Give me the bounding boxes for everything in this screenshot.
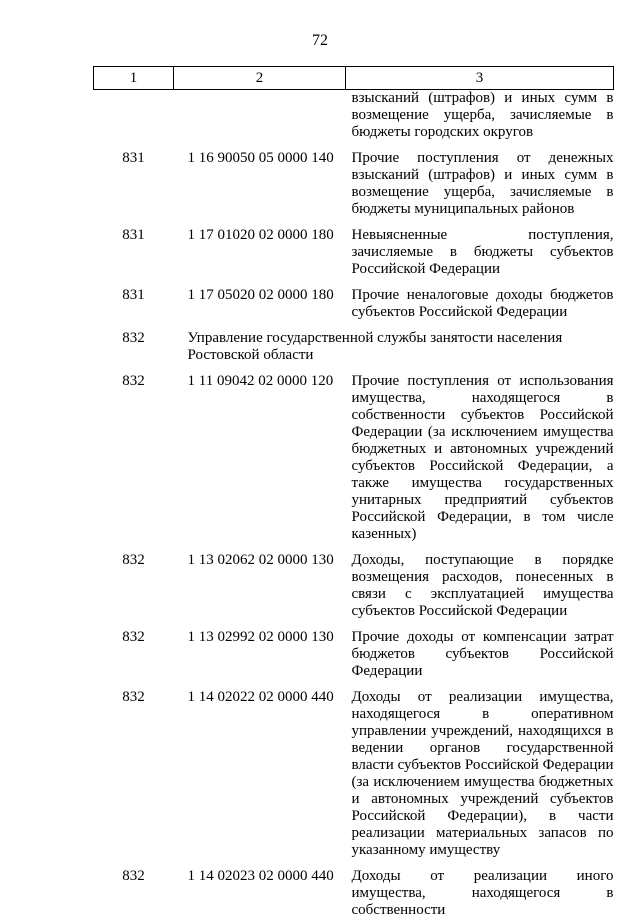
table-row	[94, 321, 614, 364]
table-row-continuation	[94, 90, 614, 142]
row-description: Прочие поступления от использования имущества, находящегося в собственности субъектов Российской Федерации (за исключением имущества бюджетных и автономных учреждений субъектов Российской Федерации, а также имущества государственных унитарных предприятий субъектов Российской Федерации, в том числе казенных)	[346, 364, 614, 543]
table-row	[94, 141, 614, 218]
header-col-3: 3	[346, 67, 614, 90]
row-admin-code: 832	[94, 321, 174, 364]
row-admin-code: 831	[94, 141, 174, 218]
row-description: взысканий (штрафов) и иных сумм в возмещение ущерба, зачисляемые в бюджеты городских округов	[346, 90, 614, 142]
row-kbk-code: 1 17 01020 02 0000 180	[174, 218, 346, 278]
row-kbk-code: 1 14 02022 02 0000 440	[174, 680, 346, 859]
table-body	[94, 90, 614, 919]
row-kbk-code: 1 11 09042 02 0000 120	[174, 364, 346, 543]
row-description: Прочие поступления от денежных взысканий (штрафов) и иных сумм в возмещение ущерба, зачисляемые в бюджеты муниципальных районов	[346, 141, 614, 218]
table-row	[94, 859, 614, 919]
row-admin-code: 831	[94, 278, 174, 321]
row-department-name: Управление государственной службы занятости населения Ростовской области	[174, 321, 614, 364]
row-admin-code: 832	[94, 680, 174, 859]
row-admin-code: 832	[94, 543, 174, 620]
table-row	[94, 543, 614, 620]
row-kbk-code: 1 16 90050 05 0000 140	[174, 141, 346, 218]
row-description: Доходы от реализации имущества, находящегося в оперативном управлении учреждений, находящихся в ведении органов государственной власти субъектов Российской Федерации (за исключением имущества бюджетных и автономных учреждений субъектов Российской Федерации), в части реализации материальных запасов по указанному имуществу	[346, 680, 614, 859]
row-description: Невыясненные поступления, зачисляемые в бюджеты субъектов Российской Федерации	[346, 218, 614, 278]
row-description: Доходы от реализации иного имущества, находящегося в собственности	[346, 859, 614, 919]
row-kbk-code: 1 17 05020 02 0000 180	[174, 278, 346, 321]
row-admin-code: 832	[94, 364, 174, 543]
table-row	[94, 218, 614, 278]
table-row	[94, 620, 614, 680]
table-header	[94, 67, 614, 90]
row-description: Прочие неналоговые доходы бюджетов субъектов Российской Федерации	[346, 278, 614, 321]
row-kbk-code: 1 14 02023 02 0000 440	[174, 859, 346, 919]
page-number: 72	[0, 32, 640, 50]
table-row	[94, 680, 614, 859]
revenue-table	[93, 66, 614, 919]
row-admin-code: 831	[94, 218, 174, 278]
header-col-1: 1	[94, 67, 174, 90]
table-row	[94, 278, 614, 321]
row-description: Прочие доходы от компенсации затрат бюджетов субъектов Российской Федерации	[346, 620, 614, 680]
row-kbk-code: 1 13 02062 02 0000 130	[174, 543, 346, 620]
table-row	[94, 364, 614, 543]
header-col-2: 2	[174, 67, 346, 90]
row-admin-code: 832	[94, 859, 174, 919]
row-kbk-code: 1 13 02992 02 0000 130	[174, 620, 346, 680]
row-admin-code: 832	[94, 620, 174, 680]
row-description: Доходы, поступающие в порядке возмещения расходов, понесенных в связи с эксплуатацией имущества субъектов Российской Федерации	[346, 543, 614, 620]
